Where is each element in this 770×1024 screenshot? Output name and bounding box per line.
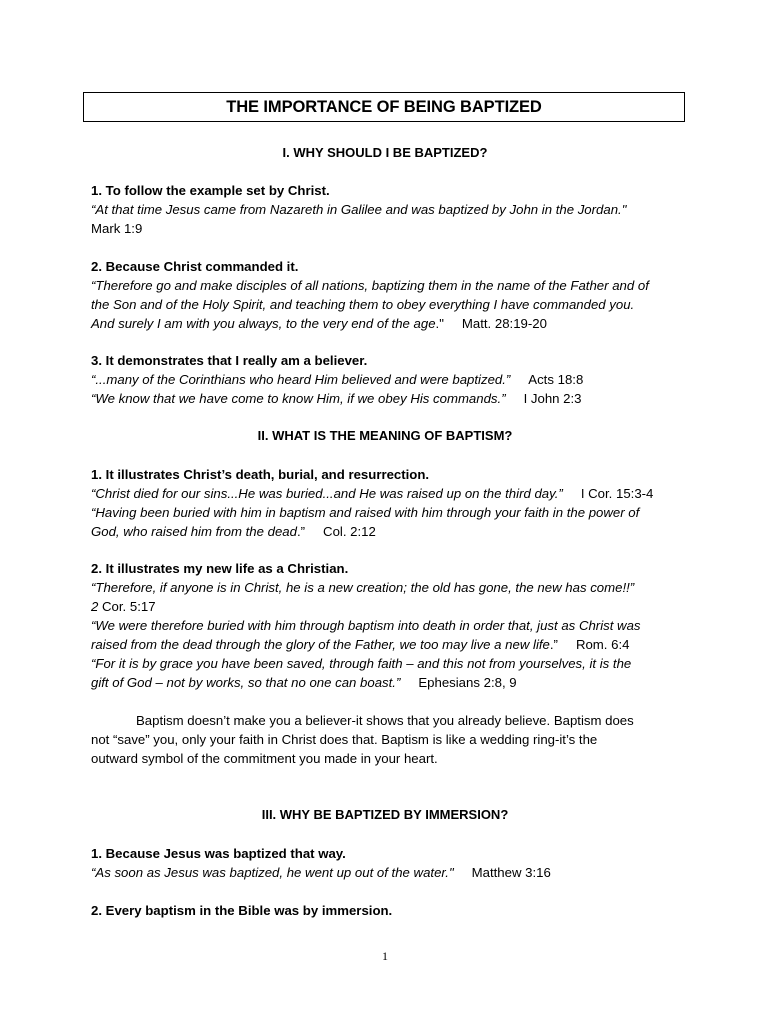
document-title: THE IMPORTANCE OF BEING BAPTIZED (226, 97, 542, 116)
title-box (83, 92, 685, 122)
scripture-reference: I Cor. 15:3-4 (580, 486, 654, 501)
section-2-heading: II. WHAT IS THE MEANING OF BAPTISM? (257, 428, 513, 443)
scripture-quote: God, who raised him from the dead (91, 524, 297, 539)
point-heading: 2. It illustrates my new life as a Christian. (91, 561, 349, 576)
scripture-reference: Cor. 5:17 (98, 599, 156, 614)
scripture-quote: gift of God – not by works, so that no one can boast.” (91, 675, 401, 690)
section-3-heading: III. WHY BE BAPTIZED BY IMMERSION? (261, 807, 509, 822)
section-2-point-1 (91, 465, 691, 541)
section-1-heading: I. WHY SHOULD I BE BAPTIZED? (282, 145, 488, 160)
point-heading: 2. Every baptism in the Bible was by immersion. (91, 903, 393, 918)
scripture-quote: “Therefore, if anyone is in Christ, he is a new creation; the old has gone, the new has come!!” (91, 580, 635, 595)
scripture-quote: raised from the dead through the glory of the Father, we too may live a new life (91, 637, 550, 652)
point-heading: 3. It demonstrates that I really am a believer. (91, 353, 368, 368)
quote-end: .” (296, 524, 306, 539)
scripture-quote: “For it is by grace you have been saved, through faith – and this not from yourselves, it is the (91, 656, 632, 671)
scripture-quote: “...many of the Corinthians who heard Him believed and were baptized.” (91, 372, 511, 387)
point-heading: 2. Because Christ commanded it. (91, 259, 299, 274)
scripture-quote: “We were therefore buried with him through baptism into death in order that, just as Christ was (91, 618, 641, 633)
scripture-reference: Ephesians 2:8, 9 (418, 675, 517, 690)
point-heading: 1. To follow the example set by Christ. (91, 183, 330, 198)
scripture-quote: “We know that we have come to know Him, if we obey His commands.” (91, 391, 506, 406)
scripture-quote: “Having been buried with him in baptism and raised with him through your faith in the power of (91, 505, 640, 520)
scripture-reference: Mark 1:9 (91, 221, 143, 236)
page-number: 1 (382, 949, 388, 963)
scripture-quote: “As soon as Jesus was baptized, he went up out of the water." (91, 865, 454, 880)
scripture-reference: Matt. 28:19-20 (461, 316, 547, 331)
section-2-point-2 (91, 559, 691, 692)
reference-book-number: 2 (91, 599, 99, 614)
paragraph-line: Baptism doesn’t make you a believer-it shows that you already believe. Baptism does (136, 713, 634, 728)
scripture-quote: And surely I am with you always, to the very end of the age (91, 316, 436, 331)
section-3-point-1 (91, 844, 691, 882)
scripture-reference: I John 2:3 (523, 391, 582, 406)
section-1-point-3 (91, 351, 691, 408)
scripture-quote: “Therefore go and make disciples of all nations, baptizing them in the name of the Father and of (91, 278, 649, 293)
point-heading: 1. It illustrates Christ’s death, burial, and resurrection. (91, 467, 430, 482)
scripture-reference: Acts 18:8 (528, 372, 584, 387)
scripture-quote: “At that time Jesus came from Nazareth in Galilee and was baptized by John in the Jordan." (91, 202, 627, 217)
paragraph-line: outward symbol of the commitment you made in your heart. (91, 751, 438, 766)
quote-end: ." (435, 316, 444, 331)
scripture-reference: Rom. 6:4 (575, 637, 630, 652)
section-1-point-1 (91, 181, 691, 238)
quote-end: .” (549, 637, 558, 652)
paragraph-line: not “save” you, only your faith in Christ does that. Baptism is like a wedding ring-it’s the (91, 732, 598, 747)
scripture-quote: the Son and of the Holy Spirit, and teaching them to obey everything I have commanded you. (91, 297, 635, 312)
section-1-point-2 (91, 257, 691, 333)
point-heading: 1. Because Jesus was baptized that way. (91, 846, 346, 861)
scripture-quote: “Christ died for our sins...He was buried...and He was raised up on the third day.” (91, 486, 563, 501)
scripture-reference: Col. 2:12 (323, 524, 376, 539)
baptism-paragraph (91, 711, 691, 768)
section-3-point-2 (91, 901, 691, 920)
scripture-reference: Matthew 3:16 (471, 865, 551, 880)
